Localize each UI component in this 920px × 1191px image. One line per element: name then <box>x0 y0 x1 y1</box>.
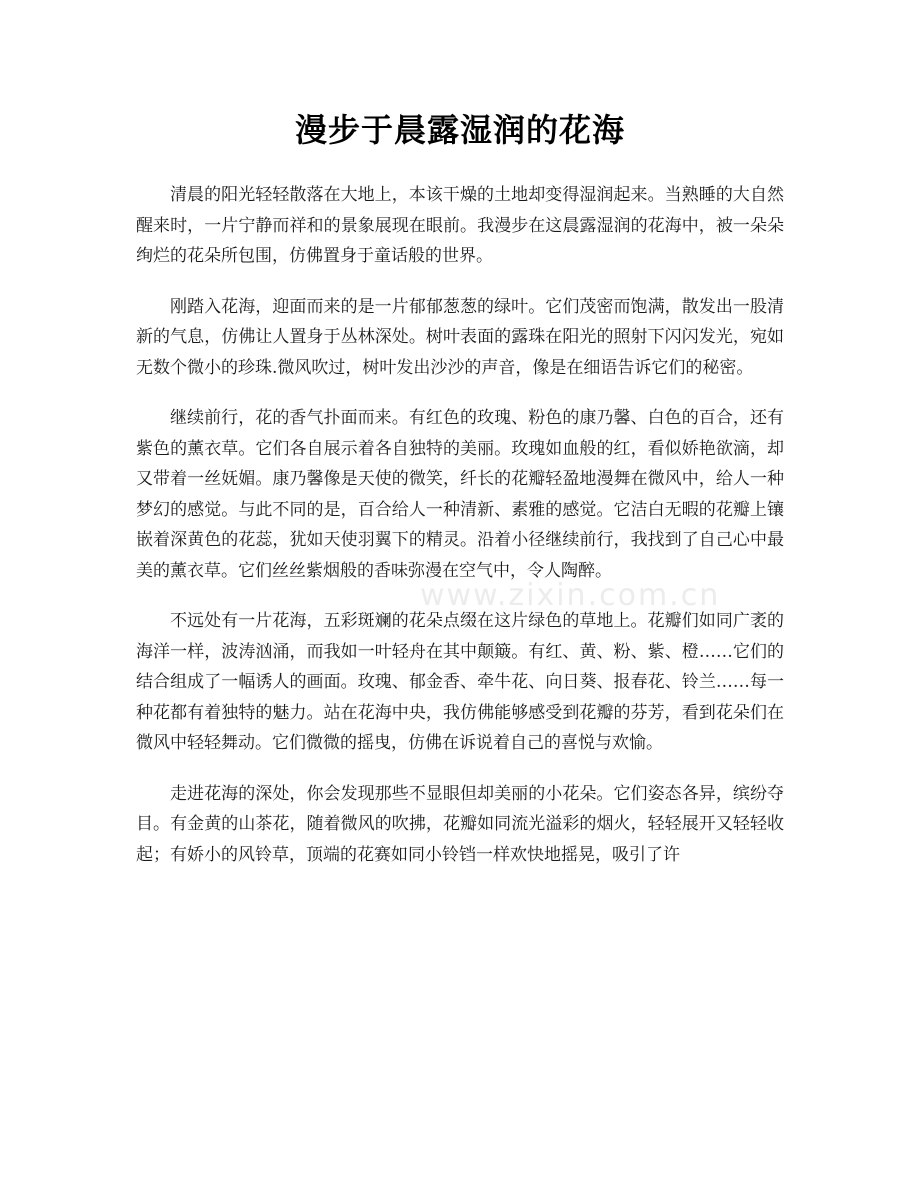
paragraph: 继续前行，花的香气扑面而来。有红色的玫瑰、粉色的康乃馨、白色的百合，还有紫色的薰衣草。它们各自展示着各自独特的美丽。玫瑰如血般的红，看似娇艳欲滴，却又带着一丝妩媚。康乃馨像是天使的微笑，纤长的花瓣轻盈地漫舞在微风中，给人一种梦幻的感觉。与此不同的是，百合给人一种清新、素雅的感觉。它洁白无暇的花瓣上镶嵌着深黄色的花蕊，犹如天使羽翼下的精灵。沿着小径继续前行，我找到了自己心中最美的薰衣草。它们丝丝紫烟般的香味弥漫在空气中，令人陶醉。 <box>136 408 784 581</box>
paragraph: 走进花海的深处，你会发现那些不显眼但却美丽的小花朵。它们姿态各异，缤纷夺目。有金黄的山茶花，随着微风的吹拂，花瓣如同流光溢彩的烟火，轻轻展开又轻轻收起；有娇小的风铃草，顶端的花赛如同小铃铛一样欢快地摇晃，吸引了许 <box>136 783 784 865</box>
document-title: 漫步于晨露湿润的花海 <box>294 111 625 149</box>
paragraph: 清晨的阳光轻轻散落在大地上，本该干燥的土地却变得湿润起来。当熟睡的大自然醒来时，一片宁静而祥和的景象展现在眼前。我漫步在这晨露湿润的花海中，被一朵朵绚烂的花朵所包围，仿佛置身于童话般的世界。 <box>136 185 784 266</box>
document-body <box>136 180 784 890</box>
paragraph: 不远处有一片花海，五彩斑斓的花朵点缀在这片绿色的草地上。花瓣们如同广袤的海洋一样，波涛汹涌，而我如一叶轻舟在其中颠簸。有红、黄、粉、紫、橙……它们的结合组成了一幅诱人的画面。玫瑰、郁金香、牵牛花、向日葵、报春花、铃兰……每一种花都有着独特的魅力。站在花海中央，我仿佛能够感受到花瓣的芬芳，看到花朵们在微风中轻轻舞动。它们微微的摇曳，仿佛在诉说着自己的喜悦与欢愉。 <box>136 611 784 753</box>
paragraph: 刚踏入花海，迎面而来的是一片郁郁葱葱的绿叶。它们茂密而饱满，散发出一股清新的气息，仿佛让人置身于丛林深处。树叶表面的露珠在阳光的照射下闪闪发光，宛如无数个微小的珍珠.微风吹过，树叶发出沙沙的声音，像是在细语告诉它们的秘密。 <box>136 296 784 378</box>
watermark: www.zixin.com.cn <box>420 578 721 613</box>
